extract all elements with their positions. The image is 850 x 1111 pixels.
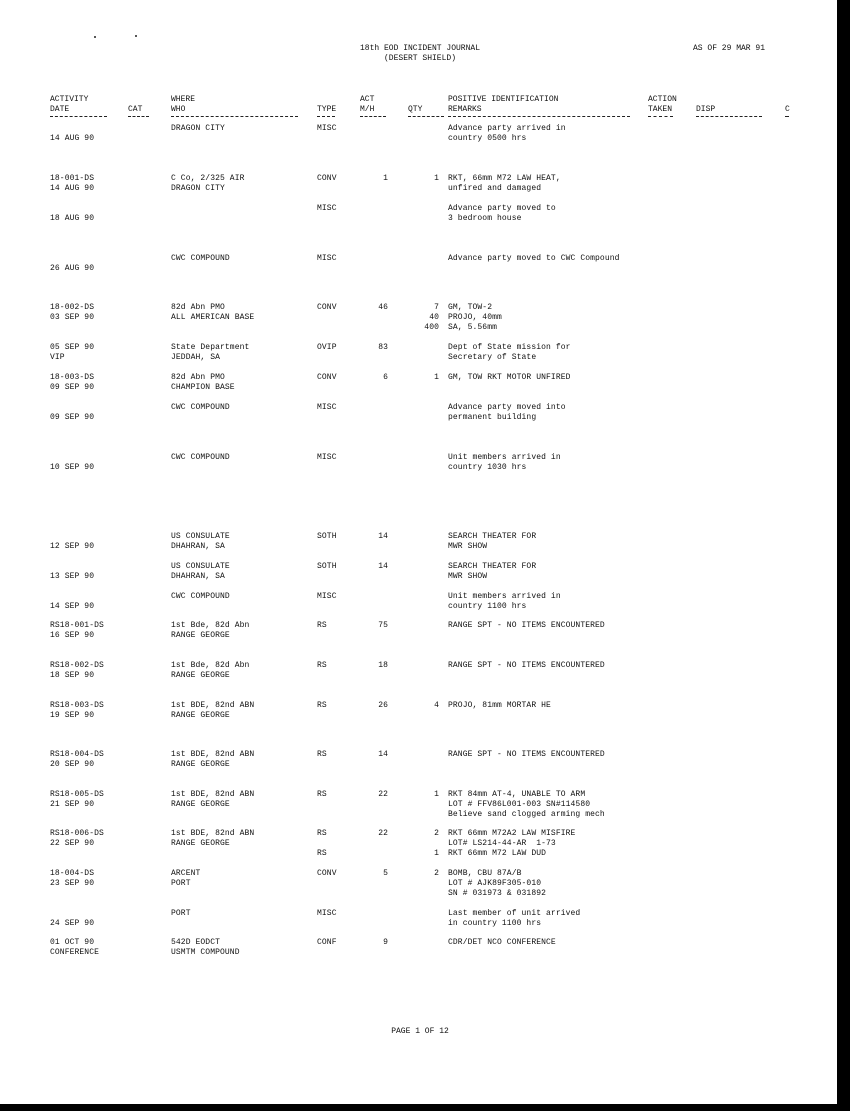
entry-type: CONF [317,938,337,947]
entry-remarks: RANGE SPT - NO ITEMS ENCOUNTERED [448,621,605,630]
entry-remarks: country 0500 hrs [448,134,527,143]
entry-who: DHAHRAN, SA [171,542,225,551]
entry-who: RANGE GEORGE [171,631,230,640]
header-rule [408,116,444,118]
entry-date: 13 SEP 90 [50,572,95,581]
entry-remarks: PROJO, 81mm MORTAR HE [448,701,551,710]
entry-id: 05 SEP 90 [50,343,95,352]
entry-type: MISC [317,453,337,462]
entry-quantity: 400 [424,323,439,332]
entry-remarks: Last member of unit arrived [448,909,581,918]
entry-who: ALL AMERICAN BASE [171,313,255,322]
page-number: PAGE 1 OF 12 [391,1027,449,1036]
entry-type: CONV [317,869,337,878]
entry-type: MISC [317,909,337,918]
entry-id: RS18-006-DS [50,829,104,838]
entry-where: CWC COMPOUND [171,254,230,263]
header-rule [696,116,762,118]
entry-man-hours: 75 [378,621,388,630]
entry-man-hours: 1 [383,174,388,183]
entry-type: RS [317,750,327,759]
entry-id: RS18-001-DS [50,621,104,630]
entry-who: CHAMPION BASE [171,383,235,392]
entry-remarks: GM, TOW-2 [448,303,493,312]
entry-remarks: Unit members arrived in [448,453,561,462]
entry-date: 18 SEP 90 [50,671,95,680]
col-where-header: WHERE WHO [171,95,196,114]
entry-date: 18 AUG 90 [50,214,95,223]
entry-remarks: country 1030 hrs [448,463,527,472]
entry-where: DRAGON CITY [171,124,225,133]
entry-date: 22 SEP 90 [50,839,95,848]
entry-where: PORT [171,909,191,918]
entry-type: CONV [317,174,337,183]
entry-where: 542D EODCT [171,938,221,947]
entry-remarks: SEARCH THEATER FOR [448,562,537,571]
entry-man-hours: 6 [383,373,388,382]
entry-date: 14 AUG 90 [50,134,95,143]
entry-type: RS [317,849,327,858]
entry-type: RS [317,701,327,710]
entry-quantity: 7 [434,303,439,312]
entry-date: 16 SEP 90 [50,631,95,640]
col-type-header: TYPE [317,105,337,114]
entry-id: RS18-005-DS [50,790,104,799]
header-rule [785,116,789,118]
entry-date: 26 AUG 90 [50,264,95,273]
entry-remarks: Believe sand clogged arming mech [448,810,605,819]
entry-date: 19 SEP 90 [50,711,95,720]
entry-where: CWC COMPOUND [171,592,230,601]
header-rule [128,116,149,118]
entry-remarks: BOMB, CBU 87A/B [448,869,522,878]
entry-remarks: RKT 66mm M72 LAW DUD [448,849,547,858]
scan-speck [94,36,96,38]
entry-type: MISC [317,204,337,213]
entry-remarks: 3 bedroom house [448,214,522,223]
entry-id: 18-001-DS [50,174,95,183]
entry-where: 1st BDE, 82nd ABN [171,750,255,759]
entry-date: 12 SEP 90 [50,542,95,551]
entry-man-hours: 14 [378,562,388,571]
entry-who: DRAGON CITY [171,184,225,193]
col-cat-header: CAT [128,105,143,114]
entry-id: RS18-003-DS [50,701,104,710]
entry-remarks: RKT 84mm AT-4, UNABLE TO ARM [448,790,586,799]
header-rule [360,116,386,118]
entry-quantity: 1 [434,849,439,858]
entry-id: RS18-004-DS [50,750,104,759]
entry-remarks: Advance party moved to CWC Compound [448,254,620,263]
as-of-date: AS OF 29 MAR 91 [693,44,766,53]
entry-remarks: in country 1100 hrs [448,919,542,928]
entry-type: CONV [317,373,337,382]
entry-remarks: Advance party arrived in [448,124,566,133]
header-rule [171,116,298,118]
scan-edge-right [837,0,850,1111]
entry-who: JEDDAH, SA [171,353,221,362]
entry-quantity: 1 [434,373,439,382]
scan-edge-bottom [0,1104,850,1111]
entry-remarks: MWR SHOW [448,572,488,581]
entry-date: 14 SEP 90 [50,602,95,611]
entry-remarks: SEARCH THEATER FOR [448,532,537,541]
entry-who: USMTM COMPOUND [171,948,240,957]
entry-man-hours: 14 [378,750,388,759]
entry-date: CONFERENCE [50,948,100,957]
entry-man-hours: 46 [378,303,388,312]
entry-who: RANGE GEORGE [171,839,230,848]
entry-remarks: RANGE SPT - NO ITEMS ENCOUNTERED [448,661,605,670]
entry-who: RANGE GEORGE [171,760,230,769]
entry-where: CWC COMPOUND [171,403,230,412]
entry-quantity: 1 [434,790,439,799]
entry-remarks: LOT # AJK89F305-010 [448,879,542,888]
header-rule [50,116,107,118]
entry-date: 24 SEP 90 [50,919,95,928]
entry-where: 82d Abn PMO [171,373,225,382]
entry-date: 09 SEP 90 [50,383,95,392]
entry-remarks: Advance party moved to [448,204,556,213]
entry-man-hours: 22 [378,790,388,799]
entry-where: US CONSULATE [171,532,230,541]
entry-remarks: SN # 031973 & 031892 [448,889,547,898]
entry-who: RANGE GEORGE [171,671,230,680]
header-rule [317,116,335,118]
entry-id: RS18-002-DS [50,661,104,670]
col-qty-header: QTY [408,105,423,114]
entry-date: 21 SEP 90 [50,800,95,809]
entry-where: 1st BDE, 82nd ABN [171,829,255,838]
col-act-header: ACT M/H [360,95,375,114]
entry-who: RANGE GEORGE [171,800,230,809]
entry-who: RANGE GEORGE [171,711,230,720]
entry-type: RS [317,621,327,630]
entry-date: 03 SEP 90 [50,313,95,322]
entry-remarks: country 1100 hrs [448,602,527,611]
entry-type: RS [317,790,327,799]
entry-id: 18-003-DS [50,373,95,382]
entry-remarks: MWR SHOW [448,542,488,551]
entry-man-hours: 22 [378,829,388,838]
entry-type: RS [317,829,327,838]
entry-type: CONV [317,303,337,312]
entry-where: 1st BDE, 82nd ABN [171,790,255,799]
entry-id: 01 OCT 90 [50,938,95,947]
entry-man-hours: 9 [383,938,388,947]
entry-type: MISC [317,592,337,601]
entry-remarks: CDR/DET NCO CONFERENCE [448,938,556,947]
entry-man-hours: 14 [378,532,388,541]
entry-remarks: LOT # FFV86L001-003 SN#114580 [448,800,591,809]
entry-quantity: 2 [434,869,439,878]
entry-quantity: 4 [434,701,439,710]
entry-where: CWC COMPOUND [171,453,230,462]
entry-quantity: 2 [434,829,439,838]
entry-where: 1st Bde, 82d Abn [171,621,250,630]
col-remarks-header: POSITIVE IDENTIFICATION REMARKS [448,95,559,114]
entry-who: DHAHRAN, SA [171,572,225,581]
entry-remarks: RANGE SPT - NO ITEMS ENCOUNTERED [448,750,605,759]
entry-type: MISC [317,124,337,133]
entry-remarks: GM, TOW RKT MOTOR UNFIRED [448,373,571,382]
entry-man-hours: 26 [378,701,388,710]
entry-type: MISC [317,254,337,263]
entry-remarks: permanent building [448,413,537,422]
entry-where: 1st Bde, 82d Abn [171,661,250,670]
scan-speck [135,35,137,37]
col-action-header: ACTION TAKEN [648,95,677,114]
entry-date: 20 SEP 90 [50,760,95,769]
entry-who: PORT [171,879,191,888]
header-rule [648,116,673,118]
entry-remarks: RKT 66mm M72A2 LAW MISFIRE [448,829,576,838]
entry-where: State Department [171,343,250,352]
entry-remarks: Dept of State mission for [448,343,571,352]
header-rule [448,116,630,118]
entry-date: 10 SEP 90 [50,463,95,472]
entry-remarks: unfired and damaged [448,184,542,193]
entry-remarks: RKT, 66mm M72 LAW HEAT, [448,174,561,183]
entry-where: C Co, 2/325 AIR [171,174,245,183]
entry-remarks: SA, 5.56mm [448,323,498,332]
entry-man-hours: 5 [383,869,388,878]
entry-date: 23 SEP 90 [50,879,95,888]
entry-id: 18-004-DS [50,869,95,878]
entry-where: 82d Abn PMO [171,303,225,312]
entry-remarks: PROJO, 40mm [448,313,502,322]
entry-where: US CONSULATE [171,562,230,571]
entry-where: 1st BDE, 82nd ABN [171,701,255,710]
entry-remarks: Unit members arrived in [448,592,561,601]
entry-remarks: Advance party moved into [448,403,566,412]
entry-date: VIP [50,353,65,362]
entry-remarks: Secretary of State [448,353,537,362]
entry-date: 14 AUG 90 [50,184,95,193]
col-c-header: C [785,105,790,114]
entry-id: 18-002-DS [50,303,95,312]
entry-man-hours: 83 [378,343,388,352]
entry-type: SOTH [317,532,337,541]
entry-quantity: 40 [429,313,439,322]
entry-quantity: 1 [434,174,439,183]
entry-type: MISC [317,403,337,412]
entry-type: SOTH [317,562,337,571]
entry-type: OVIP [317,343,337,352]
entry-where: ARCENT [171,869,201,878]
entry-man-hours: 18 [378,661,388,670]
col-activity-header: ACTIVITY DATE [50,95,89,114]
entry-type: RS [317,661,327,670]
entry-remarks: LOT# LS214-44-AR 1-73 [448,839,556,848]
journal-title: 18th EOD INCIDENT JOURNAL (DESERT SHIELD) [359,44,481,63]
col-disp-header: DISP [696,105,716,114]
entry-date: 09 SEP 90 [50,413,95,422]
